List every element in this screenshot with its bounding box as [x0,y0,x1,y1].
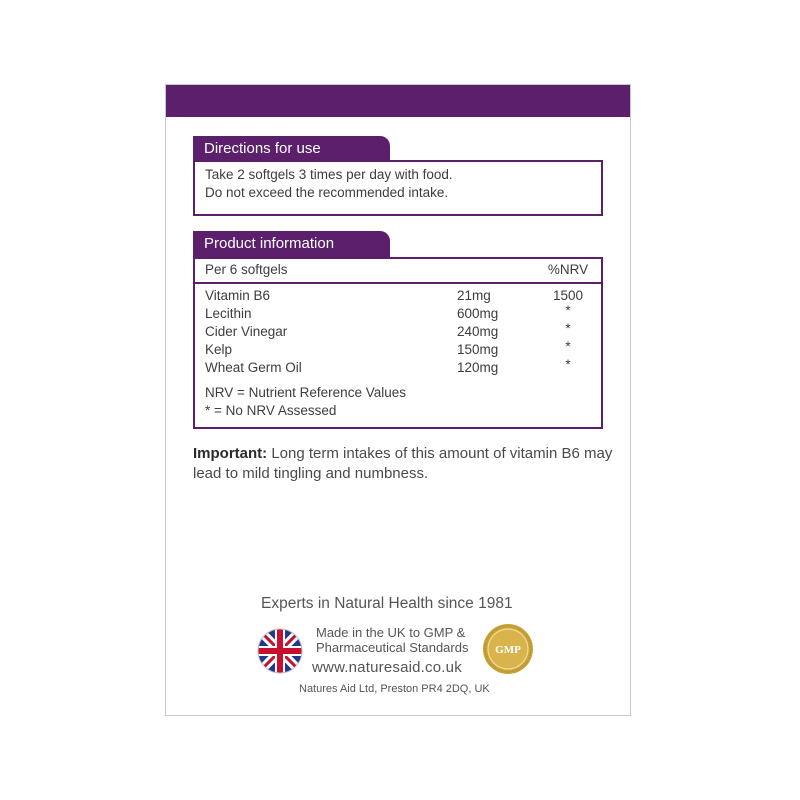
uk-flag-icon [256,627,304,675]
nutrient-name: Vitamin B6 [205,288,271,303]
nutrient-nrv: 1500 [552,288,584,303]
directions-box [193,160,603,216]
nutrient-amount: 21mg [457,288,491,303]
important-label: Important: [193,445,268,462]
important-text: Long term intakes of this amount of vitamin B6 may lead to mild tingling and numbness. [193,445,613,482]
per-serving-label: Per 6 softgels [205,262,288,277]
product-info-title: Product information [193,231,390,257]
nutrient-name: Cider Vinegar [205,324,288,339]
directions-line-1: Take 2 softgels 3 times per day with food. [205,167,453,182]
nutrient-amount: 120mg [457,360,499,375]
nrv-note: NRV = Nutrient Reference Values [205,385,406,400]
nutrient-nrv: * [565,357,571,372]
important-warning [193,444,613,484]
directions-section [193,136,603,216]
tagline: Experts in Natural Health since 1981 [261,595,513,612]
gmp-label: GMP [495,644,521,656]
nrv-column-header: %NRV [547,262,589,277]
header-divider [195,282,601,284]
nutrient-amount: 600mg [457,306,499,321]
purple-header-band [166,85,630,117]
made-line-2: Pharmaceutical Standards [316,640,469,655]
made-line-1: Made in the UK to GMP & [316,625,466,640]
nutrient-name: Wheat Germ Oil [205,360,302,375]
nutrient-name: Lecithin [205,306,252,321]
made-in-uk-text [316,625,468,655]
nutrient-nrv: * [565,321,571,336]
nutrient-name: Kelp [205,342,233,357]
company-address: Natures Aid Ltd, Preston PR4 2DQ, UK [299,683,490,695]
product-info-box [193,257,603,429]
gmp-seal-icon [482,623,534,675]
directions-title: Directions for use [193,136,390,162]
nutrient-amount: 150mg [457,342,499,357]
nutrient-nrv: * [565,339,571,354]
nutrient-nrv: * [565,303,571,318]
label-panel [165,84,631,716]
website-url: www.naturesaid.co.uk [312,659,462,676]
directions-line-2: Do not exceed the recommended intake. [205,185,449,200]
nutrient-amount: 240mg [457,324,499,339]
no-nrv-note: * = No NRV Assessed [205,403,337,418]
product-info-section [193,231,603,429]
